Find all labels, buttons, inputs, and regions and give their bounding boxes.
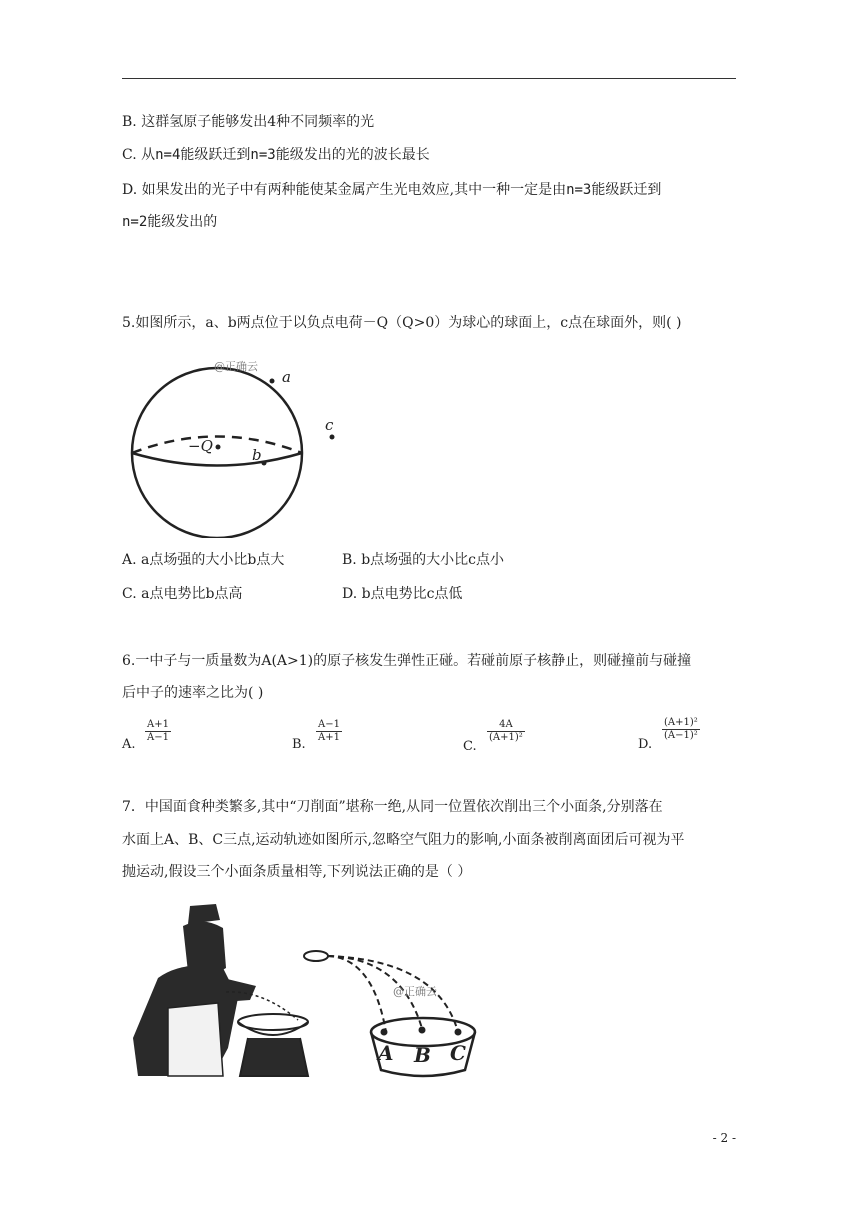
label-b: b xyxy=(252,446,262,464)
q5-option-c: C. a点电势比b点高 xyxy=(122,586,243,602)
q5-option-b: B. b点场强的大小比c点小 xyxy=(342,552,504,568)
label-c: c xyxy=(325,416,334,434)
label-a: a xyxy=(282,368,291,386)
chef-illustration xyxy=(133,904,256,1076)
q7-stem-line3: 抛运动,假设三个小面条质量相等,下列说法正确的是（ ） xyxy=(122,864,472,880)
point-a xyxy=(381,1029,388,1036)
q7-noodle-figure xyxy=(128,898,478,1088)
q4-option-b: B. 这群氢原子能够发出4种不同频率的光 xyxy=(122,114,375,130)
q4-option-d: D. 如果发出的光子中有两种能使某金属产生光电效应,其中一种一定是由n=3能级跃迁到 xyxy=(122,182,662,198)
dough-ring xyxy=(304,951,328,961)
label-c: C xyxy=(450,1041,466,1065)
label-b: B xyxy=(414,1043,431,1067)
q6-stem-line2: 后中子的速率之比为( ) xyxy=(122,685,264,701)
header-rule xyxy=(122,78,736,79)
sphere-outline xyxy=(132,368,302,538)
q5-option-d: D. b点电势比c点低 xyxy=(342,586,463,602)
q6-option-b-label: B. xyxy=(292,737,306,752)
page-number: - 2 - xyxy=(712,1131,736,1145)
equator-front xyxy=(132,453,302,466)
q6-stem-line1: 6.一中子与一质量数为A(A>1)的原子核发生弹性正碰。若碰前原子核静止，则碰撞前与碰撞 xyxy=(122,653,692,669)
q6-option-d-fraction: $\frac{\text{(A+1)²}}{\text{(A−1)²}}$ xyxy=(664,717,698,741)
point-c xyxy=(330,435,335,440)
label-q: −Q xyxy=(188,437,213,455)
point-b xyxy=(262,461,267,466)
q6-option-c-fraction: $\frac{4A}{\text{(A+1)²}}$ xyxy=(489,719,523,743)
point-c xyxy=(455,1029,462,1036)
q5-option-a: A. a点场强的大小比b点大 xyxy=(122,552,285,568)
point-a xyxy=(270,379,275,384)
label-a: A xyxy=(378,1041,394,1065)
q5-sphere-figure xyxy=(122,348,352,538)
q6-option-c-label: C. xyxy=(463,739,477,754)
watermark: @正确云 xyxy=(214,360,258,373)
cooking-pot xyxy=(238,1014,308,1076)
point-q xyxy=(216,445,221,450)
watermark: @正确云 xyxy=(393,985,437,998)
q7-stem-line1: 7．中国面食种类繁多,其中“刀削面”堪称一绝,从同一位置依次削出三个小面条,分别落在 xyxy=(122,799,663,815)
q6-option-d-label: D. xyxy=(638,737,653,752)
point-b xyxy=(419,1027,426,1034)
q5-stem: 5.如图所示，a、b两点位于以负点电荷－Q（Q>0）为球心的球面上，c点在球面外，则( ) xyxy=(122,315,682,331)
q4-option-c: C. 从n=4能级跃迁到n=3能级发出的光的波长最长 xyxy=(122,147,430,163)
q4-option-d-cont: n=2能级发出的 xyxy=(122,214,218,230)
q6-option-b-fraction: $\frac{A-1}{A+1}$ xyxy=(318,719,340,743)
q6-option-a-label: A. xyxy=(122,737,136,752)
q7-stem-line2: 水面上A、B、C三点,运动轨迹如图所示,忽略空气阻力的影响,小面条被削离面团后可视为平 xyxy=(122,832,685,848)
q6-option-a-fraction: $\frac{A+1}{A-1}$ xyxy=(147,719,169,743)
